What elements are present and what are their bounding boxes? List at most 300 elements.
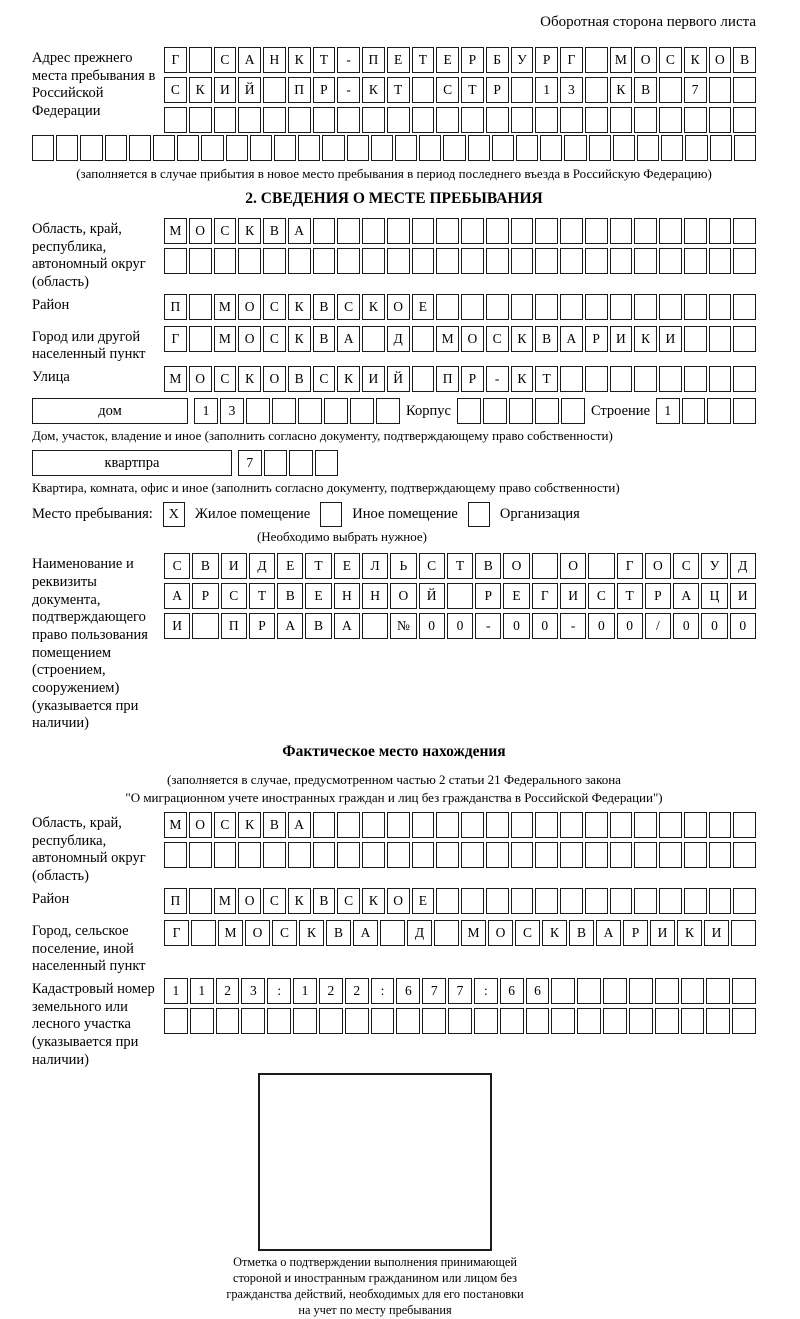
char-cell[interactable]: 7 [448, 978, 472, 1004]
char-cell[interactable] [629, 1008, 653, 1034]
char-cell[interactable] [733, 398, 757, 424]
char-cell[interactable]: С [313, 366, 336, 392]
char-cell[interactable]: О [189, 218, 212, 244]
char-cell[interactable]: С [214, 218, 237, 244]
char-cell[interactable]: Ц [701, 583, 727, 609]
char-cell[interactable]: И [560, 583, 586, 609]
char-cell[interactable]: О [387, 888, 410, 914]
char-cell[interactable]: И [730, 583, 756, 609]
char-cell[interactable] [585, 842, 608, 868]
char-cell[interactable]: 2 [319, 978, 343, 1004]
char-cell[interactable]: К [634, 326, 657, 352]
char-cell[interactable]: А [673, 583, 699, 609]
char-cell[interactable] [288, 248, 311, 274]
char-cell[interactable] [412, 77, 435, 103]
char-cell[interactable]: О [245, 920, 270, 946]
char-cell[interactable]: 1 [656, 398, 680, 424]
char-cell[interactable]: Р [645, 583, 671, 609]
char-cell[interactable]: Е [387, 47, 410, 73]
char-cell[interactable]: К [337, 366, 360, 392]
char-cell[interactable] [436, 248, 459, 274]
char-cell[interactable] [659, 842, 682, 868]
char-cell[interactable]: И [214, 77, 237, 103]
char-cell[interactable] [585, 77, 608, 103]
char-cell[interactable]: С [263, 888, 286, 914]
char-cell[interactable] [634, 248, 657, 274]
char-cell[interactable]: О [263, 366, 286, 392]
char-cell[interactable] [585, 248, 608, 274]
char-cell[interactable] [32, 135, 54, 161]
char-cell[interactable]: Е [412, 294, 435, 320]
char-cell[interactable] [461, 842, 484, 868]
char-cell[interactable] [164, 842, 187, 868]
char-cell[interactable] [486, 248, 509, 274]
char-cell[interactable] [511, 294, 534, 320]
char-cell[interactable]: Н [362, 583, 388, 609]
char-cell[interactable]: Г [164, 920, 189, 946]
char-cell[interactable] [535, 248, 558, 274]
char-cell[interactable] [588, 553, 614, 579]
char-cell[interactable] [509, 398, 533, 424]
char-cell[interactable]: О [238, 888, 261, 914]
char-cell[interactable]: - [560, 613, 586, 639]
char-cell[interactable] [577, 978, 601, 1004]
char-cell[interactable]: Д [730, 553, 756, 579]
char-cell[interactable]: К [677, 920, 702, 946]
char-cell[interactable] [526, 1008, 550, 1034]
char-cell[interactable]: О [503, 553, 529, 579]
char-cell[interactable] [709, 326, 732, 352]
char-cell[interactable]: Р [475, 583, 501, 609]
char-cell[interactable] [192, 613, 218, 639]
char-cell[interactable] [443, 135, 465, 161]
char-cell[interactable] [709, 888, 732, 914]
char-cell[interactable] [129, 135, 151, 161]
char-cell[interactable]: С [164, 77, 187, 103]
char-cell[interactable]: А [164, 583, 190, 609]
char-cell[interactable] [733, 366, 756, 392]
char-cell[interactable] [436, 294, 459, 320]
char-cell[interactable] [634, 842, 657, 868]
char-cell[interactable]: М [164, 366, 187, 392]
other-premises-checkbox[interactable] [320, 502, 342, 527]
char-cell[interactable] [105, 135, 127, 161]
char-cell[interactable]: И [704, 920, 729, 946]
char-cell[interactable] [461, 107, 484, 133]
char-cell[interactable] [733, 888, 756, 914]
char-cell[interactable] [468, 135, 490, 161]
char-cell[interactable]: О [709, 47, 732, 73]
char-cell[interactable]: Й [238, 77, 261, 103]
char-cell[interactable] [585, 812, 608, 838]
char-cell[interactable] [315, 450, 339, 476]
organization-checkbox[interactable] [468, 502, 490, 527]
char-cell[interactable] [682, 398, 706, 424]
char-cell[interactable] [610, 842, 633, 868]
char-cell[interactable]: В [475, 553, 501, 579]
char-cell[interactable] [560, 248, 583, 274]
char-cell[interactable] [655, 978, 679, 1004]
char-cell[interactable] [709, 248, 732, 274]
char-cell[interactable]: В [535, 326, 558, 352]
char-cell[interactable] [655, 1008, 679, 1034]
char-cell[interactable] [412, 842, 435, 868]
char-cell[interactable]: 3 [560, 77, 583, 103]
char-cell[interactable]: С [588, 583, 614, 609]
char-cell[interactable] [362, 248, 385, 274]
char-cell[interactable] [448, 1008, 472, 1034]
char-cell[interactable] [585, 47, 608, 73]
char-cell[interactable] [214, 842, 237, 868]
char-cell[interactable]: О [560, 553, 586, 579]
char-cell[interactable] [634, 366, 657, 392]
char-cell[interactable] [412, 107, 435, 133]
char-cell[interactable]: Т [387, 77, 410, 103]
char-cell[interactable] [492, 135, 514, 161]
char-cell[interactable] [535, 398, 559, 424]
char-cell[interactable]: П [164, 888, 187, 914]
char-cell[interactable]: К [288, 326, 311, 352]
char-cell[interactable] [560, 294, 583, 320]
char-cell[interactable]: С [515, 920, 540, 946]
char-cell[interactable]: Й [419, 583, 445, 609]
char-cell[interactable] [610, 294, 633, 320]
char-cell[interactable] [560, 218, 583, 244]
char-cell[interactable] [189, 888, 212, 914]
char-cell[interactable]: 3 [241, 978, 265, 1004]
char-cell[interactable]: Е [277, 553, 303, 579]
char-cell[interactable] [710, 135, 732, 161]
char-cell[interactable]: Е [412, 888, 435, 914]
char-cell[interactable] [274, 135, 296, 161]
char-cell[interactable] [684, 842, 707, 868]
char-cell[interactable] [436, 812, 459, 838]
char-cell[interactable] [551, 978, 575, 1004]
char-cell[interactable] [733, 107, 756, 133]
char-cell[interactable] [731, 920, 756, 946]
char-cell[interactable]: У [511, 47, 534, 73]
char-cell[interactable]: К [288, 294, 311, 320]
char-cell[interactable]: И [659, 326, 682, 352]
char-cell[interactable] [238, 248, 261, 274]
char-cell[interactable]: Е [503, 583, 529, 609]
char-cell[interactable]: 1 [535, 77, 558, 103]
char-cell[interactable]: О [189, 812, 212, 838]
char-cell[interactable]: Т [305, 553, 331, 579]
char-cell[interactable]: В [313, 326, 336, 352]
char-cell[interactable] [313, 842, 336, 868]
char-cell[interactable] [659, 248, 682, 274]
char-cell[interactable]: К [189, 77, 212, 103]
char-cell[interactable]: М [164, 812, 187, 838]
char-cell[interactable]: С [263, 326, 286, 352]
char-cell[interactable] [246, 398, 270, 424]
char-cell[interactable] [560, 812, 583, 838]
char-cell[interactable] [684, 366, 707, 392]
char-cell[interactable] [585, 107, 608, 133]
char-cell[interactable] [486, 812, 509, 838]
char-cell[interactable] [164, 248, 187, 274]
char-cell[interactable]: Г [617, 553, 643, 579]
char-cell[interactable]: 7 [684, 77, 707, 103]
char-cell[interactable]: Р [461, 366, 484, 392]
char-cell[interactable] [412, 812, 435, 838]
char-cell[interactable] [250, 135, 272, 161]
char-cell[interactable]: Т [313, 47, 336, 73]
char-cell[interactable] [371, 135, 393, 161]
char-cell[interactable] [535, 888, 558, 914]
char-cell[interactable] [511, 812, 534, 838]
char-cell[interactable] [387, 812, 410, 838]
char-cell[interactable]: О [390, 583, 416, 609]
char-cell[interactable] [634, 888, 657, 914]
char-cell[interactable] [461, 218, 484, 244]
char-cell[interactable] [189, 248, 212, 274]
char-cell[interactable]: Е [334, 553, 360, 579]
char-cell[interactable] [319, 1008, 343, 1034]
char-cell[interactable] [241, 1008, 265, 1034]
char-cell[interactable] [535, 294, 558, 320]
char-cell[interactable] [436, 218, 459, 244]
char-cell[interactable] [387, 107, 410, 133]
char-cell[interactable] [511, 888, 534, 914]
char-cell[interactable] [685, 135, 707, 161]
char-cell[interactable]: : [474, 978, 498, 1004]
char-cell[interactable] [272, 398, 296, 424]
char-cell[interactable]: А [334, 613, 360, 639]
char-cell[interactable] [461, 812, 484, 838]
char-cell[interactable] [419, 135, 441, 161]
char-cell[interactable] [238, 842, 261, 868]
char-cell[interactable]: Е [305, 583, 331, 609]
char-cell[interactable]: В [263, 812, 286, 838]
char-cell[interactable]: О [387, 294, 410, 320]
char-cell[interactable] [564, 135, 586, 161]
char-cell[interactable]: Г [532, 583, 558, 609]
char-cell[interactable] [412, 326, 435, 352]
char-cell[interactable]: К [610, 77, 633, 103]
char-cell[interactable]: Д [249, 553, 275, 579]
char-cell[interactable]: М [610, 47, 633, 73]
char-cell[interactable] [436, 842, 459, 868]
char-cell[interactable]: М [164, 218, 187, 244]
char-cell[interactable]: Р [535, 47, 558, 73]
char-cell[interactable] [288, 107, 311, 133]
char-cell[interactable]: О [645, 553, 671, 579]
char-cell[interactable] [659, 888, 682, 914]
char-cell[interactable] [603, 1008, 627, 1034]
char-cell[interactable] [293, 1008, 317, 1034]
char-cell[interactable] [551, 1008, 575, 1034]
char-cell[interactable] [681, 978, 705, 1004]
char-cell[interactable] [610, 812, 633, 838]
char-cell[interactable] [177, 135, 199, 161]
char-cell[interactable]: 0 [701, 613, 727, 639]
char-cell[interactable] [659, 812, 682, 838]
char-cell[interactable]: И [221, 553, 247, 579]
char-cell[interactable] [659, 77, 682, 103]
char-cell[interactable] [610, 248, 633, 274]
char-cell[interactable] [461, 248, 484, 274]
char-cell[interactable]: К [684, 47, 707, 73]
char-cell[interactable]: А [288, 218, 311, 244]
char-cell[interactable]: 0 [673, 613, 699, 639]
char-cell[interactable]: Р [585, 326, 608, 352]
char-cell[interactable] [709, 218, 732, 244]
char-cell[interactable]: Р [192, 583, 218, 609]
char-cell[interactable]: Р [313, 77, 336, 103]
char-cell[interactable]: 1 [164, 978, 188, 1004]
char-cell[interactable] [706, 978, 730, 1004]
char-cell[interactable] [387, 218, 410, 244]
char-cell[interactable] [264, 450, 288, 476]
char-cell[interactable]: 2 [345, 978, 369, 1004]
char-cell[interactable] [422, 1008, 446, 1034]
char-cell[interactable]: 1 [293, 978, 317, 1004]
char-cell[interactable] [395, 135, 417, 161]
char-cell[interactable]: - [337, 47, 360, 73]
char-cell[interactable] [263, 77, 286, 103]
char-cell[interactable]: Ь [390, 553, 416, 579]
char-cell[interactable]: Б [486, 47, 509, 73]
char-cell[interactable] [535, 218, 558, 244]
char-cell[interactable]: Н [334, 583, 360, 609]
char-cell[interactable] [387, 248, 410, 274]
char-cell[interactable] [376, 398, 400, 424]
char-cell[interactable]: Т [535, 366, 558, 392]
char-cell[interactable]: К [288, 888, 311, 914]
char-cell[interactable]: 6 [526, 978, 550, 1004]
char-cell[interactable]: С [164, 553, 190, 579]
char-cell[interactable] [216, 1008, 240, 1034]
char-cell[interactable] [153, 135, 175, 161]
char-cell[interactable]: К [288, 47, 311, 73]
char-cell[interactable]: С [337, 888, 360, 914]
char-cell[interactable]: 7 [422, 978, 446, 1004]
char-cell[interactable]: Г [560, 47, 583, 73]
char-cell[interactable] [585, 888, 608, 914]
char-cell[interactable] [486, 107, 509, 133]
char-cell[interactable] [436, 888, 459, 914]
char-cell[interactable]: В [634, 77, 657, 103]
char-cell[interactable] [659, 294, 682, 320]
char-cell[interactable] [613, 135, 635, 161]
char-cell[interactable] [214, 107, 237, 133]
char-cell[interactable] [324, 398, 348, 424]
char-cell[interactable]: В [305, 613, 331, 639]
char-cell[interactable] [511, 77, 534, 103]
char-cell[interactable]: С [263, 294, 286, 320]
char-cell[interactable] [387, 842, 410, 868]
char-cell[interactable] [684, 294, 707, 320]
char-cell[interactable]: С [659, 47, 682, 73]
char-cell[interactable]: 7 [238, 450, 262, 476]
char-cell[interactable]: М [436, 326, 459, 352]
char-cell[interactable] [732, 1008, 756, 1034]
char-cell[interactable]: С [214, 366, 237, 392]
char-cell[interactable] [603, 978, 627, 1004]
char-cell[interactable]: Р [249, 613, 275, 639]
char-cell[interactable] [585, 294, 608, 320]
char-cell[interactable] [577, 1008, 601, 1034]
char-cell[interactable]: С [337, 294, 360, 320]
char-cell[interactable]: С [419, 553, 445, 579]
char-cell[interactable]: 0 [617, 613, 643, 639]
char-cell[interactable] [345, 1008, 369, 1034]
char-cell[interactable] [684, 326, 707, 352]
char-cell[interactable] [610, 366, 633, 392]
char-cell[interactable] [483, 398, 507, 424]
char-cell[interactable]: 0 [447, 613, 473, 639]
char-cell[interactable]: Д [387, 326, 410, 352]
char-cell[interactable] [289, 450, 313, 476]
char-cell[interactable] [659, 107, 682, 133]
char-cell[interactable]: О [189, 366, 212, 392]
char-cell[interactable] [511, 842, 534, 868]
char-cell[interactable] [298, 398, 322, 424]
char-cell[interactable] [733, 812, 756, 838]
char-cell[interactable] [585, 218, 608, 244]
char-cell[interactable] [733, 326, 756, 352]
char-cell[interactable] [707, 398, 731, 424]
char-cell[interactable]: И [362, 366, 385, 392]
char-cell[interactable]: О [238, 326, 261, 352]
char-cell[interactable] [733, 842, 756, 868]
char-cell[interactable] [684, 812, 707, 838]
char-cell[interactable] [263, 248, 286, 274]
char-cell[interactable]: Т [447, 553, 473, 579]
char-cell[interactable] [610, 107, 633, 133]
char-cell[interactable] [412, 366, 435, 392]
char-cell[interactable]: Р [461, 47, 484, 73]
char-cell[interactable]: П [436, 366, 459, 392]
char-cell[interactable]: Т [461, 77, 484, 103]
char-cell[interactable]: 3 [220, 398, 244, 424]
char-cell[interactable] [561, 398, 585, 424]
char-cell[interactable]: И [650, 920, 675, 946]
char-cell[interactable] [500, 1008, 524, 1034]
char-cell[interactable] [540, 135, 562, 161]
char-cell[interactable] [263, 842, 286, 868]
char-cell[interactable] [486, 294, 509, 320]
char-cell[interactable]: 2 [216, 978, 240, 1004]
char-cell[interactable] [347, 135, 369, 161]
char-cell[interactable]: С [486, 326, 509, 352]
char-cell[interactable]: Г [164, 326, 187, 352]
char-cell[interactable] [189, 842, 212, 868]
char-cell[interactable]: - [337, 77, 360, 103]
char-cell[interactable]: : [371, 978, 395, 1004]
char-cell[interactable]: С [673, 553, 699, 579]
char-cell[interactable]: Л [362, 553, 388, 579]
char-cell[interactable]: Р [623, 920, 648, 946]
char-cell[interactable] [511, 218, 534, 244]
char-cell[interactable] [732, 978, 756, 1004]
char-cell[interactable] [610, 218, 633, 244]
char-cell[interactable] [560, 366, 583, 392]
char-cell[interactable]: - [475, 613, 501, 639]
char-cell[interactable] [189, 294, 212, 320]
char-cell[interactable] [709, 294, 732, 320]
char-cell[interactable] [661, 135, 683, 161]
char-cell[interactable]: О [488, 920, 513, 946]
char-cell[interactable] [434, 920, 459, 946]
char-cell[interactable] [350, 398, 374, 424]
char-cell[interactable] [709, 842, 732, 868]
char-cell[interactable] [201, 135, 223, 161]
char-cell[interactable] [706, 1008, 730, 1034]
char-cell[interactable] [486, 218, 509, 244]
